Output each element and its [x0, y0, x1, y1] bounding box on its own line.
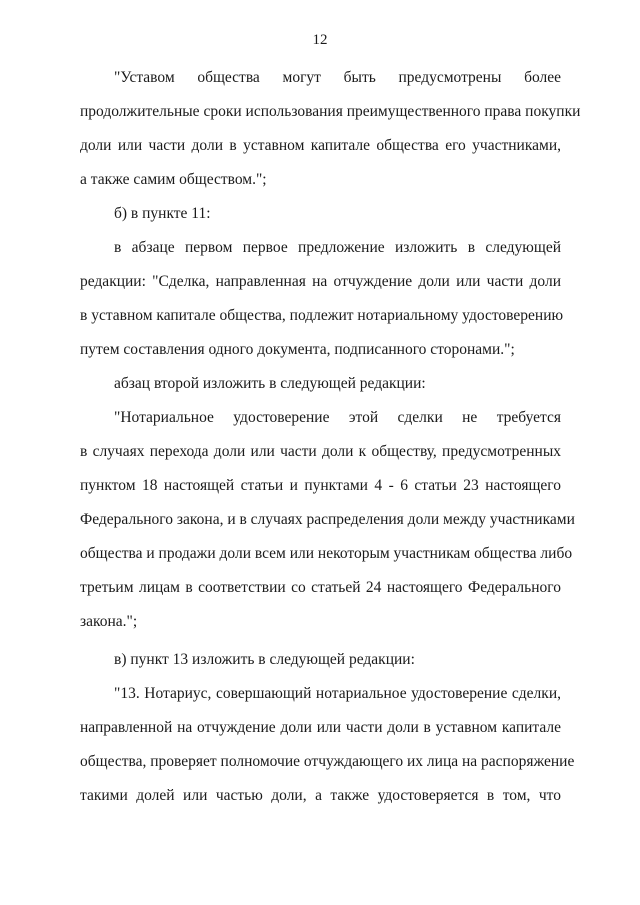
text-line: "13. Нотариус, совершающий нотариальное удостоверение сделки,	[114, 685, 561, 702]
text-line: общества, проверяет полномочие отчуждающего их лица на распоряжение	[80, 753, 575, 770]
text-line: пунктом 18 настоящей статьи и пунктами 4 - 6 статьи 23 настоящего	[80, 477, 561, 494]
text-line: б) в пункте 11:	[114, 205, 211, 222]
paragraph	[80, 684, 575, 820]
text-line: третьим лицам в соответствии со статьей 24 настоящего Федерального	[80, 579, 561, 596]
paragraph	[80, 204, 561, 238]
text-line: редакции: "Сделка, направленная на отчуждение доли или части доли	[80, 273, 561, 290]
text-line: в) пункт 13 изложить в следующей редакции:	[114, 651, 415, 668]
text-line: доли или части доли в уставном капитале общества его участниками,	[80, 137, 561, 154]
text-line: такими долей или частью доли, а также удостоверяется в том, что	[80, 787, 561, 804]
text-line: Федерального закона, и в случаях распределения доли между участниками	[80, 511, 575, 528]
text-line: "Уставом общества могут быть предусмотрены более	[114, 69, 561, 86]
text-line: путем составления одного документа, подписанного сторонами.";	[80, 341, 515, 358]
paragraph	[80, 68, 581, 204]
paragraph	[80, 650, 561, 684]
text-line: в абзаце первом первое предложение изложить в следующей	[114, 239, 561, 256]
page-number: 12	[312, 32, 328, 48]
text-line: общества и продажи доли всем или некоторым участникам общества либо	[80, 545, 573, 562]
text-line: закона.";	[80, 613, 138, 630]
text-line: а также самим обществом.";	[80, 171, 267, 188]
text-line: в уставном капитале общества, подлежит нотариальному удостоверению	[80, 307, 564, 324]
paragraph	[80, 408, 575, 646]
text-line: "Нотариальное удостоверение этой сделки не требуется	[114, 409, 561, 426]
text-line: абзац второй изложить в следующей редакции:	[114, 375, 426, 392]
text-line: продолжительные сроки использования преимущественного права покупки	[80, 103, 581, 120]
paragraph	[80, 374, 561, 408]
paragraph	[80, 238, 564, 374]
text-line: направленной на отчуждение доли или части доли в уставном капитале	[80, 719, 561, 736]
text-line: в случаях перехода доли или части доли к обществу, предусмотренных	[80, 443, 561, 460]
